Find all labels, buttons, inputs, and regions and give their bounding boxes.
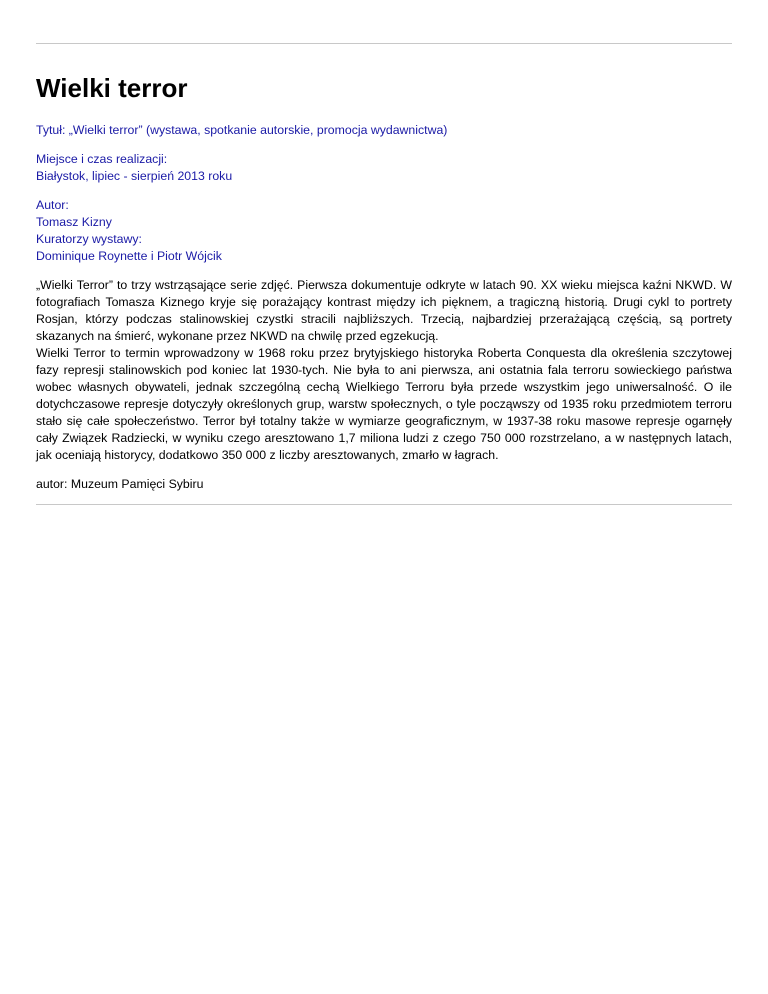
article-body xyxy=(36,277,732,464)
body-paragraph: „Wielki Terror” to trzy wstrząsające serie zdjęć. Pierwsza dokumentuje odkryte w latach 90. XX wieku miejsca kaźni NKWD. W fotografiach Tomasza Kiznego kryje się porażający kontrast między ich pięknem, a tragiczną historią. Drugi cykl to portrety Rosjan, którzy podczas stalinowskiej czystki stracili najbliższych. Trzecią, najbardziej przerażającą częścią, są portrety skazanych na śmierć, wykonane przez NKWD na chwilę przed egzekucją. xyxy=(36,278,732,343)
body-paragraph: Wielki Terror to termin wprowadzony w 1968 roku przez brytyjskiego historyka Roberta Conquesta dla określenia szczytowej fazy represji stalinowskich pod koniec lat 1930-tych. Nie była to ani pierwsza, ani ostatnia fala terroru sowieckiego państwa wobec własnych obywateli, jednak szczególną cechą Wielkiego Terroru była przede wszystkim jego uniwersalność. O ile dotychczasowe represje dotyczyły określonych grup, warstw społecznych, o tyle począwszy od 1935 roku przedmiotem terroru stało się całe społeczeństwo. Terror był totalny także w wymiarze geograficznym, w 1937-38 roku masowe represje ogarnęły cały Związek Radziecki, w wyniku czego aresztowano 1,7 miliona ludzi z czego 750 000 rozstrzelano, a w następnych latach, jak oceniają historycy, dodatkowo 350 000 z liczby aresztowanych, zmarło w łagrach. xyxy=(36,346,732,462)
author-value: Tomasz Kizny xyxy=(36,215,112,229)
curators-label: Kuratorzy wystawy: xyxy=(36,232,142,246)
curators-value: Dominique Roynette i Piotr Wójcik xyxy=(36,249,222,263)
place-time-info xyxy=(36,151,732,185)
author-curators-info xyxy=(36,197,732,265)
title-line: Tytuł: „Wielki terror” (wystawa, spotkanie autorskie, promocja wydawnictwa) xyxy=(36,123,448,137)
author-credit: autor: Muzeum Pamięci Sybiru xyxy=(36,477,204,491)
document-page xyxy=(36,0,732,505)
title-info xyxy=(36,122,732,139)
place-time-label: Miejsce i czas realizacji: xyxy=(36,152,168,166)
bottom-divider xyxy=(36,504,732,505)
author-label: Autor: xyxy=(36,198,69,212)
page-title: Wielki terror xyxy=(36,73,188,103)
place-time-value: Białystok, lipiec - sierpień 2013 roku xyxy=(36,169,233,183)
top-divider xyxy=(36,43,732,44)
